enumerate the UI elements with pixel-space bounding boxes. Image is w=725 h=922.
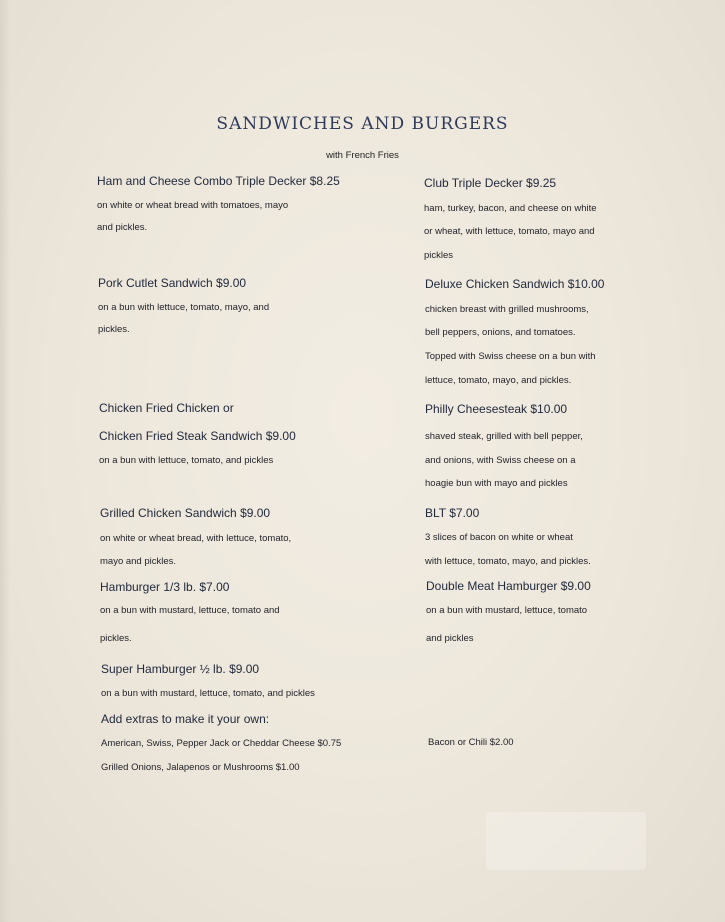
item-desc-line: mayo and pickles. xyxy=(100,556,177,567)
extras-cheese-line: American, Swiss, Pepper Jack or Cheddar Cheese $0.75 xyxy=(101,738,342,749)
item-title-chicken-fried-line1: Chicken Fried Chicken or xyxy=(99,401,234,415)
item-desc-line: hoagie bun with mayo and pickles xyxy=(425,478,568,489)
item-desc-line: chicken breast with grilled mushrooms, xyxy=(425,304,589,315)
item-title-blt: BLT $7.00 xyxy=(425,506,480,520)
item-desc-line: on a bun with mustard, lettuce, tomato xyxy=(426,605,588,616)
extras-bacon-chili: Bacon or Chili $2.00 xyxy=(428,737,514,748)
item-desc-line: or wheat, with lettuce, tomato, mayo and xyxy=(424,226,595,237)
item-title-super-hamburger: Super Hamburger ½ lb. $9.00 xyxy=(101,662,260,676)
menu-title: SANDWICHES AND BURGERS xyxy=(216,114,509,134)
item-title-philly-cheesesteak: Philly Cheesesteak $10.00 xyxy=(425,402,568,416)
item-title-deluxe-chicken: Deluxe Chicken Sandwich $10.00 xyxy=(425,277,605,291)
item-desc-line: ham, turkey, bacon, and cheese on white xyxy=(424,203,597,214)
item-desc-line: on a bun with lettuce, tomato, mayo, and xyxy=(98,302,270,313)
item-desc-line: lettuce, tomato, mayo, and pickles. xyxy=(425,375,572,386)
item-desc-line: on a bun with mustard, lettuce, tomato and xyxy=(100,605,280,616)
item-desc-line: pickles xyxy=(424,250,454,261)
item-desc-line: with lettuce, tomato, mayo, and pickles. xyxy=(425,556,591,567)
extras-toppings-line: Grilled Onions, Jalapenos or Mushrooms $1.00 xyxy=(101,762,300,773)
item-desc-line: on white or wheat bread with tomatoes, mayo xyxy=(97,200,289,211)
light-glare xyxy=(486,812,646,870)
item-title-hamburger: Hamburger 1/3 lb. $7.00 xyxy=(100,580,230,594)
item-desc-line: pickles. xyxy=(98,324,130,335)
item-desc-line: Topped with Swiss cheese on a bun with xyxy=(425,351,596,362)
item-desc-line: on a bun with mustard, lettuce, tomato, and pickles xyxy=(101,688,315,699)
item-desc-line: on a bun with lettuce, tomato, and pickles xyxy=(99,455,274,466)
item-title-ham-cheese-triple: Ham and Cheese Combo Triple Decker $8.25 xyxy=(97,174,340,188)
item-desc-line: 3 slices of bacon on white or wheat xyxy=(425,532,573,543)
page-edge-shadow xyxy=(0,0,10,922)
item-desc-line: on white or wheat bread, with lettuce, tomato, xyxy=(100,533,292,544)
item-desc-line: pickles. xyxy=(100,633,132,644)
item-title-club-triple: Club Triple Decker $9.25 xyxy=(424,176,557,190)
menu-subtitle: with French Fries xyxy=(326,150,399,161)
item-title-chicken-fried-line2: Chicken Fried Steak Sandwich $9.00 xyxy=(99,429,296,443)
item-desc-line: shaved steak, grilled with bell pepper, xyxy=(425,431,583,442)
item-title-grilled-chicken: Grilled Chicken Sandwich $9.00 xyxy=(100,506,271,520)
item-title-pork-cutlet: Pork Cutlet Sandwich $9.00 xyxy=(98,276,247,290)
item-desc-line: and pickles xyxy=(426,633,474,644)
item-desc-line: bell peppers, onions, and tomatoes. xyxy=(425,327,576,338)
item-desc-line: and pickles. xyxy=(97,222,148,233)
extras-heading: Add extras to make it your own: xyxy=(101,712,270,726)
item-title-double-meat-hamburger: Double Meat Hamburger $9.00 xyxy=(426,579,591,593)
item-desc-line: and onions, with Swiss cheese on a xyxy=(425,455,576,466)
